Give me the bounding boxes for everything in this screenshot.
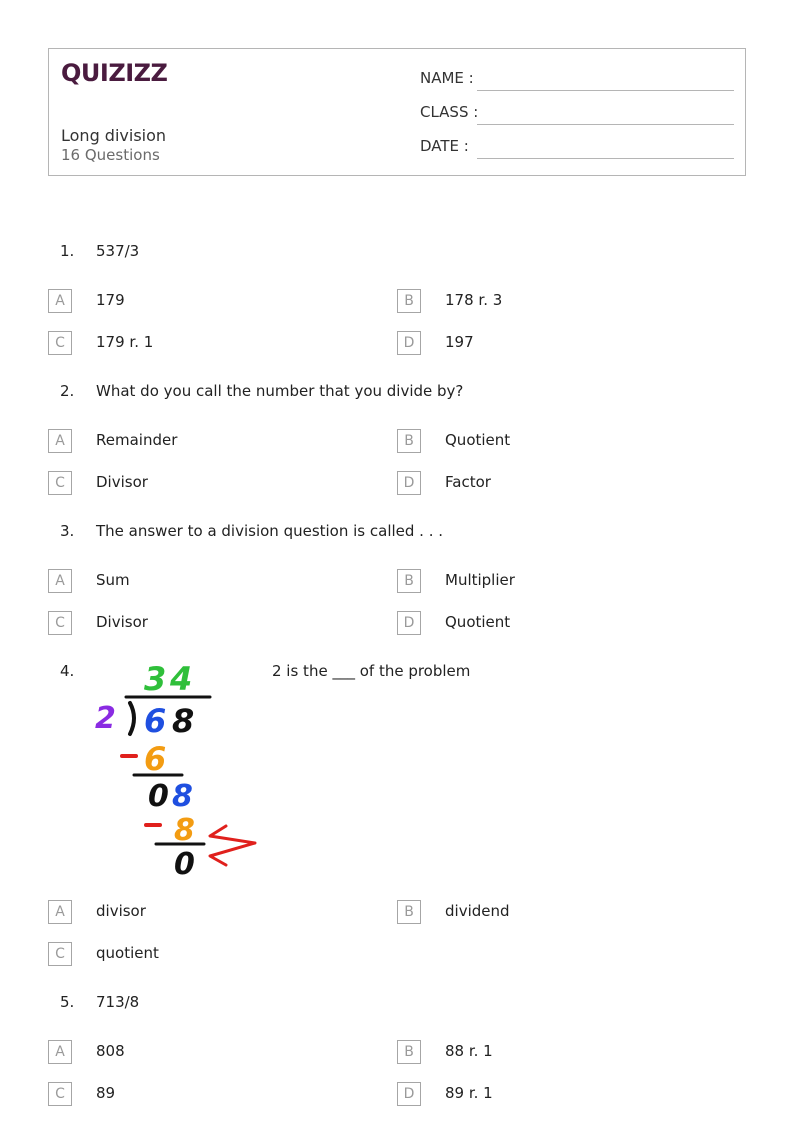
question-number: 4.	[60, 662, 75, 680]
question-text: What do you call the number that you divide by?	[96, 382, 464, 400]
option-letter-box[interactable]: A	[48, 289, 72, 313]
question-number: 1.	[60, 242, 75, 260]
option-text: 197	[445, 333, 474, 351]
option-letter-box[interactable]: B	[397, 900, 421, 924]
question-text: 713/8	[96, 993, 140, 1011]
option-text: dividend	[445, 902, 510, 920]
class-field[interactable]	[420, 103, 734, 125]
worksheet-title: Long division	[61, 126, 167, 145]
option-letter-box[interactable]: C	[48, 1082, 72, 1106]
question-number: 3.	[60, 522, 75, 540]
date-field[interactable]	[420, 137, 734, 159]
name-line[interactable]	[477, 90, 734, 91]
question-number: 2.	[60, 382, 75, 400]
option-text: 89 r. 1	[445, 1084, 493, 1102]
worksheet-header	[48, 48, 746, 176]
class-label: CLASS :	[420, 103, 479, 121]
option-letter-box[interactable]: B	[397, 569, 421, 593]
red-arrow-icon	[210, 826, 255, 865]
option-letter-box[interactable]: D	[397, 611, 421, 635]
option-text: Divisor	[96, 613, 148, 631]
date-label: DATE :	[420, 137, 469, 155]
option-letter-box[interactable]: A	[48, 1040, 72, 1064]
option-letter-box[interactable]: A	[48, 900, 72, 924]
final-digit-0: 0	[174, 847, 195, 881]
remainder-digit-8: 8	[172, 779, 193, 814]
divisor-digit: 2	[95, 701, 116, 736]
question-text: The answer to a division question is called . . .	[96, 522, 444, 540]
subtract-digit-8: 8	[174, 813, 195, 848]
option-letter-box[interactable]: D	[397, 1082, 421, 1106]
dividend-digit-6: 6	[144, 702, 167, 740]
option-text: Divisor	[96, 473, 148, 491]
option-text: quotient	[96, 944, 159, 962]
dividend-digit-8: 8	[172, 702, 195, 740]
option-text: 179	[96, 291, 125, 309]
option-text: Quotient	[445, 431, 511, 449]
option-letter-box[interactable]: A	[48, 429, 72, 453]
option-text: Factor	[445, 473, 491, 491]
quotient-digit-3: 3	[144, 660, 167, 698]
option-text: 89	[96, 1084, 116, 1102]
question-text: 2 is the ___ of the problem	[272, 662, 471, 680]
option-text: Multiplier	[445, 571, 515, 589]
remainder-digit-0: 0	[148, 779, 169, 814]
question-text: 537/3	[96, 242, 140, 260]
option-text: Sum	[96, 571, 130, 589]
option-text: 808	[96, 1042, 125, 1060]
date-line[interactable]	[477, 158, 734, 159]
option-letter-box[interactable]: B	[397, 1040, 421, 1064]
option-letter-box[interactable]: C	[48, 471, 72, 495]
quotient-digit-4: 4	[170, 660, 193, 698]
option-letter-box[interactable]: C	[48, 331, 72, 355]
option-text: divisor	[96, 902, 146, 920]
option-letter-box[interactable]: B	[397, 289, 421, 313]
option-letter-box[interactable]: A	[48, 569, 72, 593]
option-letter-box[interactable]: D	[397, 471, 421, 495]
option-text: Quotient	[445, 613, 511, 631]
option-text: 179 r. 1	[96, 333, 154, 351]
option-letter-box[interactable]: B	[397, 429, 421, 453]
name-label: NAME :	[420, 69, 474, 87]
option-text: 88 r. 1	[445, 1042, 493, 1060]
option-letter-box[interactable]: C	[48, 611, 72, 635]
subtract-digit-6: 6	[144, 740, 167, 778]
name-field[interactable]	[420, 69, 734, 91]
question-number: 5.	[60, 993, 75, 1011]
division-bracket	[130, 703, 134, 734]
option-letter-box[interactable]: C	[48, 942, 72, 966]
quizizz-logo: QUIZIZZ	[61, 59, 168, 87]
class-line[interactable]	[477, 124, 734, 125]
option-letter-box[interactable]: D	[397, 331, 421, 355]
option-text: 178 r. 3	[445, 291, 503, 309]
long-division-image	[92, 656, 262, 881]
question-count: 16 Questions	[61, 146, 160, 164]
option-text: Remainder	[96, 431, 178, 449]
